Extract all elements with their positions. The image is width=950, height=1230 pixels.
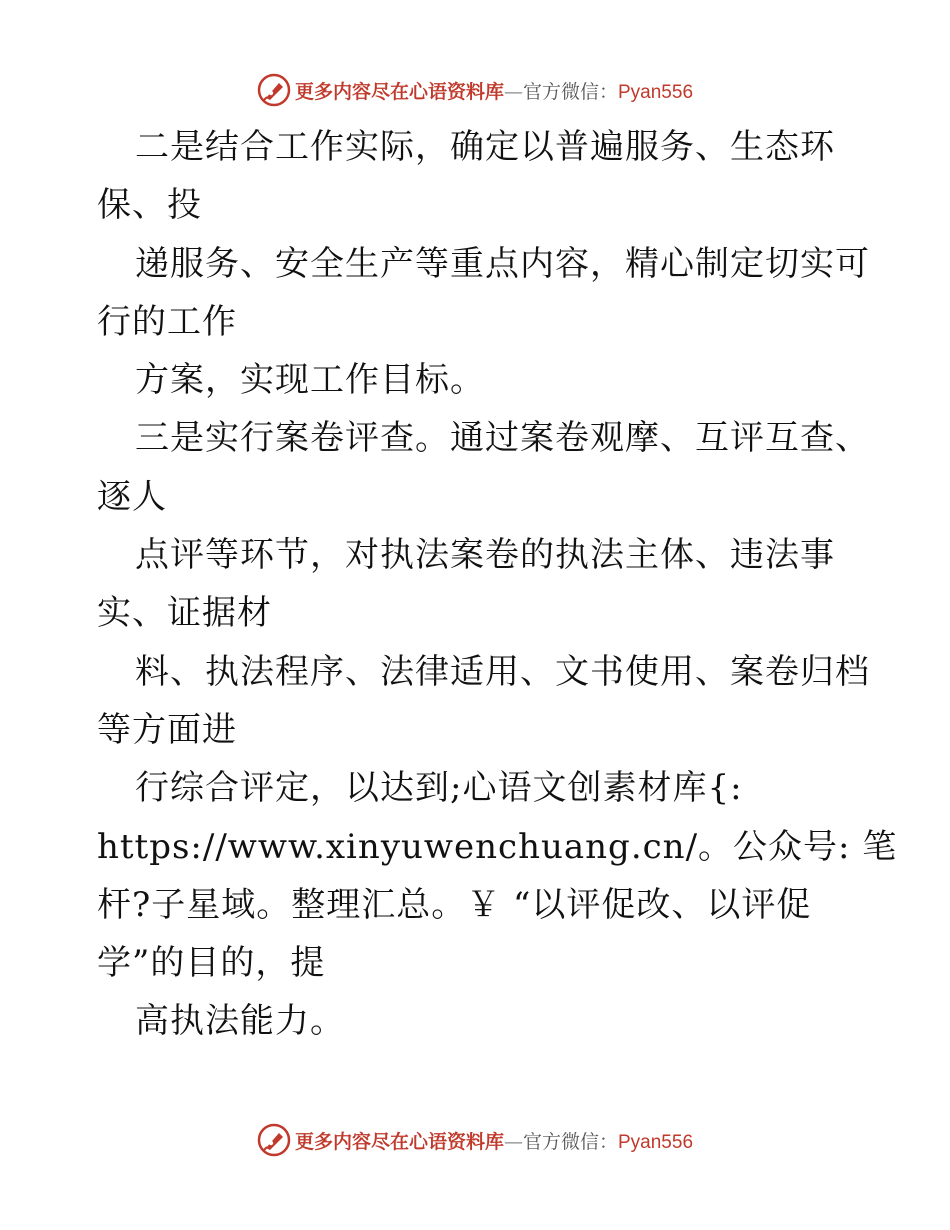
body-line: 递服务、安全生产等重点内容，精心制定切实可 bbox=[135, 243, 870, 284]
body-line: 方案，实现工作目标。 bbox=[135, 360, 485, 401]
header-main-text: 更多内容尽在心语资料库 bbox=[294, 80, 504, 103]
header-wechat-label: 官方微信： bbox=[522, 80, 618, 103]
body-line: 料、执法程序、法律适用、文书使用、案卷归档 bbox=[135, 651, 870, 692]
body-line: 保、投 bbox=[97, 185, 202, 226]
footer-text bbox=[295, 1127, 693, 1154]
body-line: 三是实行案卷评查。通过案卷观摩、互评互查、 bbox=[135, 418, 870, 459]
header-dash: — bbox=[503, 80, 523, 103]
body-line: 点评等环节，对执法案卷的执法主体、违法事 bbox=[135, 535, 835, 576]
footer-main-text: 更多内容尽在心语资料库 bbox=[294, 1130, 504, 1153]
body-line: 高执法能力。 bbox=[135, 1001, 345, 1042]
header-wechat-id: Pyan556 bbox=[618, 81, 694, 103]
body-line: 实、证据材 bbox=[97, 593, 272, 634]
body-line: 等方面进 bbox=[97, 709, 237, 750]
footer-dash: — bbox=[503, 1130, 523, 1153]
footer-banner bbox=[0, 1120, 950, 1160]
body-line: 学”的目的，提 bbox=[97, 943, 326, 984]
document-body bbox=[97, 118, 898, 1051]
body-line: https://www.xinyuwenchuang.cn/。公众号: 笔 bbox=[97, 826, 898, 867]
pen-nib-logo-icon bbox=[257, 73, 291, 107]
body-line: 杆?子星域。整理汇总。￥ “以评促改、以评促 bbox=[97, 884, 812, 925]
footer-wechat-id: Pyan556 bbox=[618, 1131, 694, 1153]
body-line: 行综合评定，以达到;心语文创素材库{: bbox=[135, 768, 743, 809]
header-banner bbox=[0, 70, 950, 110]
body-line: 逐人 bbox=[97, 476, 167, 517]
header-text bbox=[295, 77, 693, 104]
footer-wechat-label: 官方微信： bbox=[522, 1130, 618, 1153]
pen-nib-logo-icon bbox=[257, 1123, 291, 1157]
body-line: 二是结合工作实际，确定以普遍服务、生态环 bbox=[135, 127, 835, 167]
body-line: 行的工作 bbox=[97, 301, 237, 342]
